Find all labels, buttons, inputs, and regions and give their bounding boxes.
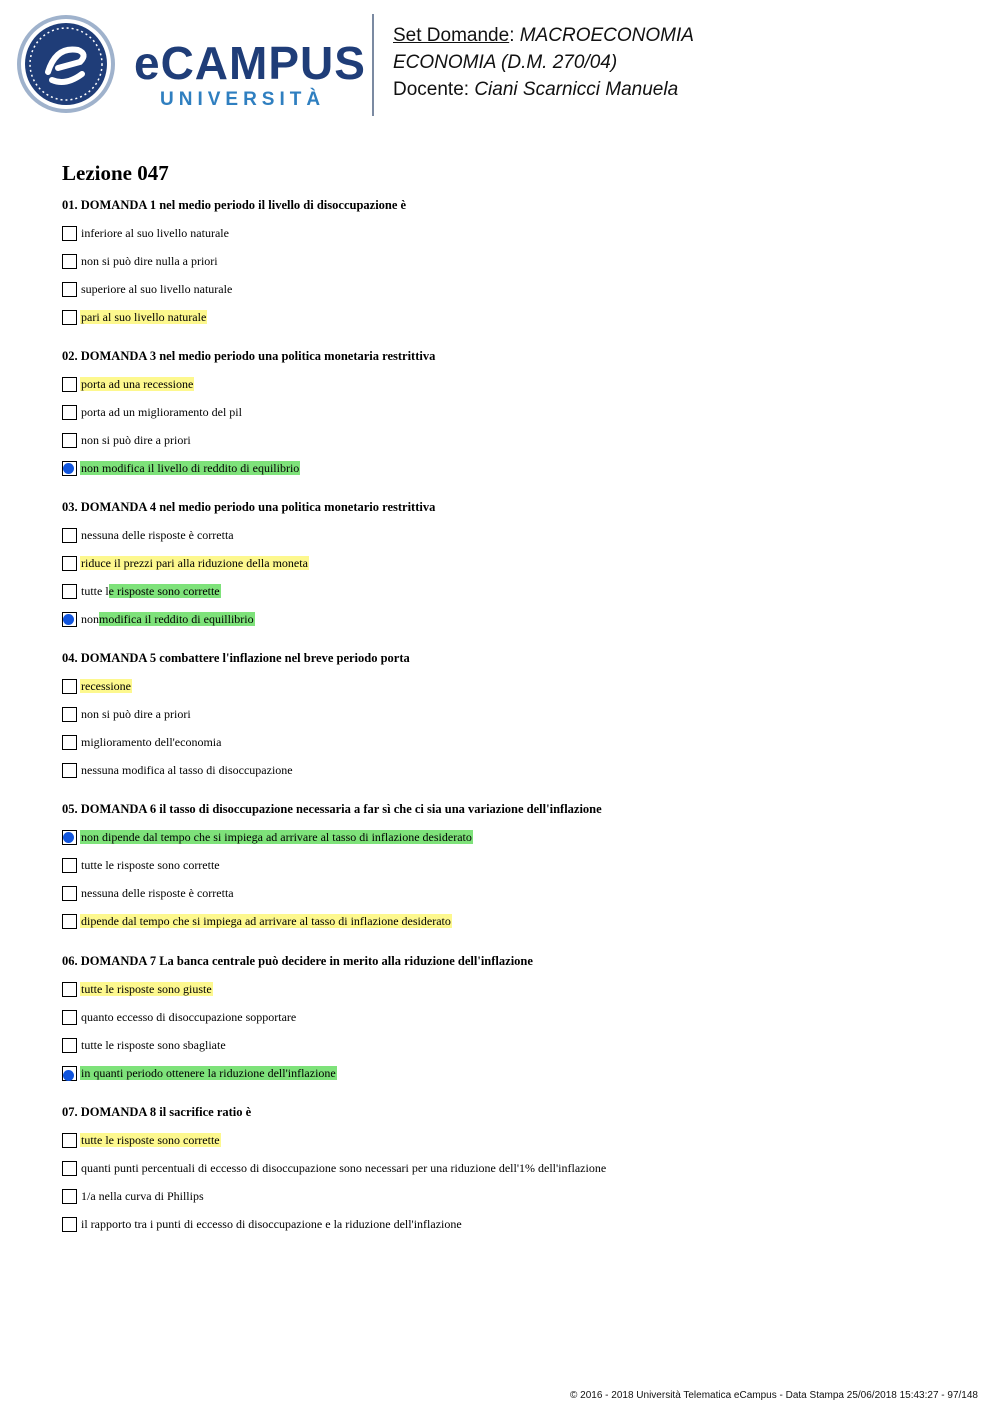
question-block xyxy=(62,499,435,633)
answer-option[interactable] xyxy=(62,1210,607,1238)
selected-dot-icon xyxy=(63,463,74,474)
docente-label: Docente: xyxy=(393,79,475,100)
answer-text: 1/a nella curva di Phillips xyxy=(81,1189,204,1203)
answer-text: il rapporto tra i punti di eccesso di disoccupazione e la riduzione dell'inflazione xyxy=(81,1217,462,1231)
answer-option[interactable] xyxy=(62,398,435,426)
page-header xyxy=(0,0,1000,130)
question-block xyxy=(62,348,435,482)
answer-option[interactable] xyxy=(62,879,602,907)
checkbox-checked[interactable] xyxy=(62,1066,77,1081)
answer-option[interactable] xyxy=(62,303,406,331)
checkbox[interactable] xyxy=(62,1133,77,1148)
answer-option[interactable] xyxy=(62,907,602,935)
answer-option[interactable] xyxy=(62,275,406,303)
answer-text-part: non xyxy=(81,612,99,626)
answer-option[interactable] xyxy=(62,1059,533,1087)
answer-option[interactable] xyxy=(62,549,435,577)
answer-text: dipende dal tempo che si impiega ad arrivare al tasso di inflazione desiderato xyxy=(81,914,451,928)
answer-option[interactable] xyxy=(62,700,410,728)
question-title: 06. DOMANDA 7 La banca centrale può decidere in merito alla riduzione dell'inflazione xyxy=(62,954,533,968)
set-value-line1: MACROECONOMIA xyxy=(519,25,694,46)
checkbox-checked[interactable] xyxy=(62,612,77,627)
logo-subtitle: UNIVERSITÀ xyxy=(160,89,326,110)
question-title: 03. DOMANDA 4 nel medio periodo una politica monetario restrittiva xyxy=(62,500,436,514)
answer-text-highlight: modifica il reddito di equillibrio xyxy=(99,612,254,626)
question-block xyxy=(62,1104,607,1238)
answer-text: non si può dire nulla a priori xyxy=(81,254,218,268)
checkbox[interactable] xyxy=(62,254,77,269)
answer-text: inferiore al suo livello naturale xyxy=(81,226,229,240)
answer-option[interactable] xyxy=(62,1003,533,1031)
answer-text: pari al suo livello naturale xyxy=(81,310,207,324)
checkbox[interactable] xyxy=(62,735,77,750)
answer-text: quanti punti percentuali di eccesso di disoccupazione sono necessari per una riduzione dell'1% dell'inflazione xyxy=(81,1161,607,1175)
question-block xyxy=(62,801,602,935)
checkbox[interactable] xyxy=(62,679,77,694)
question-block xyxy=(62,197,406,331)
answer-option[interactable] xyxy=(62,1182,607,1210)
answer-text: tutte le risposte sono giuste xyxy=(81,982,212,996)
logo-wordmark: eCAMPUS xyxy=(134,37,366,89)
question-block xyxy=(62,953,533,1087)
ecampus-emblem-icon xyxy=(16,14,116,114)
answer-text: nessuna delle risposte è corretta xyxy=(81,528,234,542)
checkbox[interactable] xyxy=(62,1038,77,1053)
question-block xyxy=(62,650,410,784)
checkbox[interactable] xyxy=(62,914,77,929)
answer-option[interactable] xyxy=(62,1126,607,1154)
answer-option[interactable] xyxy=(62,521,435,549)
answer-option[interactable] xyxy=(62,728,410,756)
answer-text: in quanti periodo ottenere la riduzione dell'inflazione xyxy=(81,1066,336,1080)
header-info xyxy=(393,22,694,103)
checkbox-checked[interactable] xyxy=(62,830,77,845)
selected-dot-icon xyxy=(63,1070,74,1081)
answer-text: non modifica il livello di reddito di equilibrio xyxy=(81,461,300,475)
answer-option[interactable] xyxy=(62,426,435,454)
answer-option[interactable] xyxy=(62,823,602,851)
checkbox[interactable] xyxy=(62,433,77,448)
checkbox[interactable] xyxy=(62,584,77,599)
answer-option[interactable] xyxy=(62,577,435,605)
answer-text: tutte le risposte sono corrette xyxy=(81,1133,220,1147)
checkbox[interactable] xyxy=(62,405,77,420)
checkbox[interactable] xyxy=(62,858,77,873)
docente-value: Ciani Scarnicci Manuela xyxy=(474,79,679,100)
answer-text-highlight: e risposte sono corrette xyxy=(108,584,220,598)
checkbox[interactable] xyxy=(62,226,77,241)
answer-option[interactable] xyxy=(62,672,410,700)
answer-option[interactable] xyxy=(62,219,406,247)
set-separator: : xyxy=(509,25,520,46)
answer-option[interactable] xyxy=(62,454,435,482)
checkbox[interactable] xyxy=(62,1189,77,1204)
answer-text: non dipende dal tempo che si impiega ad arrivare al tasso di inflazione desiderato xyxy=(81,830,472,844)
checkbox[interactable] xyxy=(62,1010,77,1025)
checkbox[interactable] xyxy=(62,763,77,778)
answer-text: tutte le risposte sono sbagliate xyxy=(81,1038,226,1052)
answer-text: nessuna modifica al tasso di disoccupazione xyxy=(81,763,293,777)
checkbox[interactable] xyxy=(62,310,77,325)
answer-option[interactable] xyxy=(62,247,406,275)
answer-text: non si può dire a priori xyxy=(81,433,191,447)
question-title: 05. DOMANDA 6 il tasso di disoccupazione necessaria a far sì che ci sia una variazione dell'inflazione xyxy=(62,802,602,816)
answer-text: porta ad una recessione xyxy=(81,377,194,391)
answer-text: tutte le risposte sono corrette xyxy=(81,858,220,872)
answer-option[interactable] xyxy=(62,1154,607,1182)
answer-option[interactable] xyxy=(62,1031,533,1059)
answer-text: riduce il prezzi pari alla riduzione della moneta xyxy=(81,556,308,570)
question-title: 01. DOMANDA 1 nel medio periodo il livello di disoccupazione è xyxy=(62,198,407,212)
set-value-line2: ECONOMIA (D.M. 270/04) xyxy=(393,52,618,73)
checkbox[interactable] xyxy=(62,282,77,297)
checkbox[interactable] xyxy=(62,1217,77,1232)
header-divider xyxy=(372,14,374,116)
answer-text: quanto eccesso di disoccupazione sopportare xyxy=(81,1010,297,1024)
checkbox[interactable] xyxy=(62,1161,77,1176)
answer-text: non si può dire a priori xyxy=(81,707,191,721)
answer-text-part: tutte l xyxy=(81,584,109,598)
question-title: 07. DOMANDA 8 il sacrifice ratio è xyxy=(62,1105,252,1119)
answer-option[interactable] xyxy=(62,756,410,784)
answer-option[interactable] xyxy=(62,975,533,1003)
question-title: 02. DOMANDA 3 nel medio periodo una politica monetaria restrittiva xyxy=(62,349,436,363)
set-label: Set Domande xyxy=(393,25,510,46)
checkbox-checked[interactable] xyxy=(62,461,77,476)
answer-text: miglioramento dell'economia xyxy=(81,735,222,749)
checkbox[interactable] xyxy=(62,982,77,997)
question-title: 04. DOMANDA 5 combattere l'inflazione nel breve periodo porta xyxy=(62,651,410,665)
answer-option[interactable] xyxy=(62,605,435,633)
answer-text: superiore al suo livello naturale xyxy=(81,282,233,296)
selected-dot-icon xyxy=(63,832,74,843)
checkbox[interactable] xyxy=(62,556,77,571)
checkbox[interactable] xyxy=(62,707,77,722)
answer-text: recessione xyxy=(81,679,131,693)
answer-option[interactable] xyxy=(62,851,602,879)
answer-text: nessuna delle risposte è corretta xyxy=(81,886,234,900)
checkbox[interactable] xyxy=(62,886,77,901)
checkbox[interactable] xyxy=(62,528,77,543)
answer-option[interactable] xyxy=(62,370,435,398)
answer-text: porta ad un miglioramento del pil xyxy=(81,405,242,419)
selected-dot-icon xyxy=(63,614,74,625)
checkbox[interactable] xyxy=(62,377,77,392)
lesson-title: Lezione 047 xyxy=(62,161,169,185)
page-footer: © 2016 - 2018 Università Telematica eCampus - Data Stampa 25/06/2018 15:43:27 - 97/148 xyxy=(570,1390,978,1401)
